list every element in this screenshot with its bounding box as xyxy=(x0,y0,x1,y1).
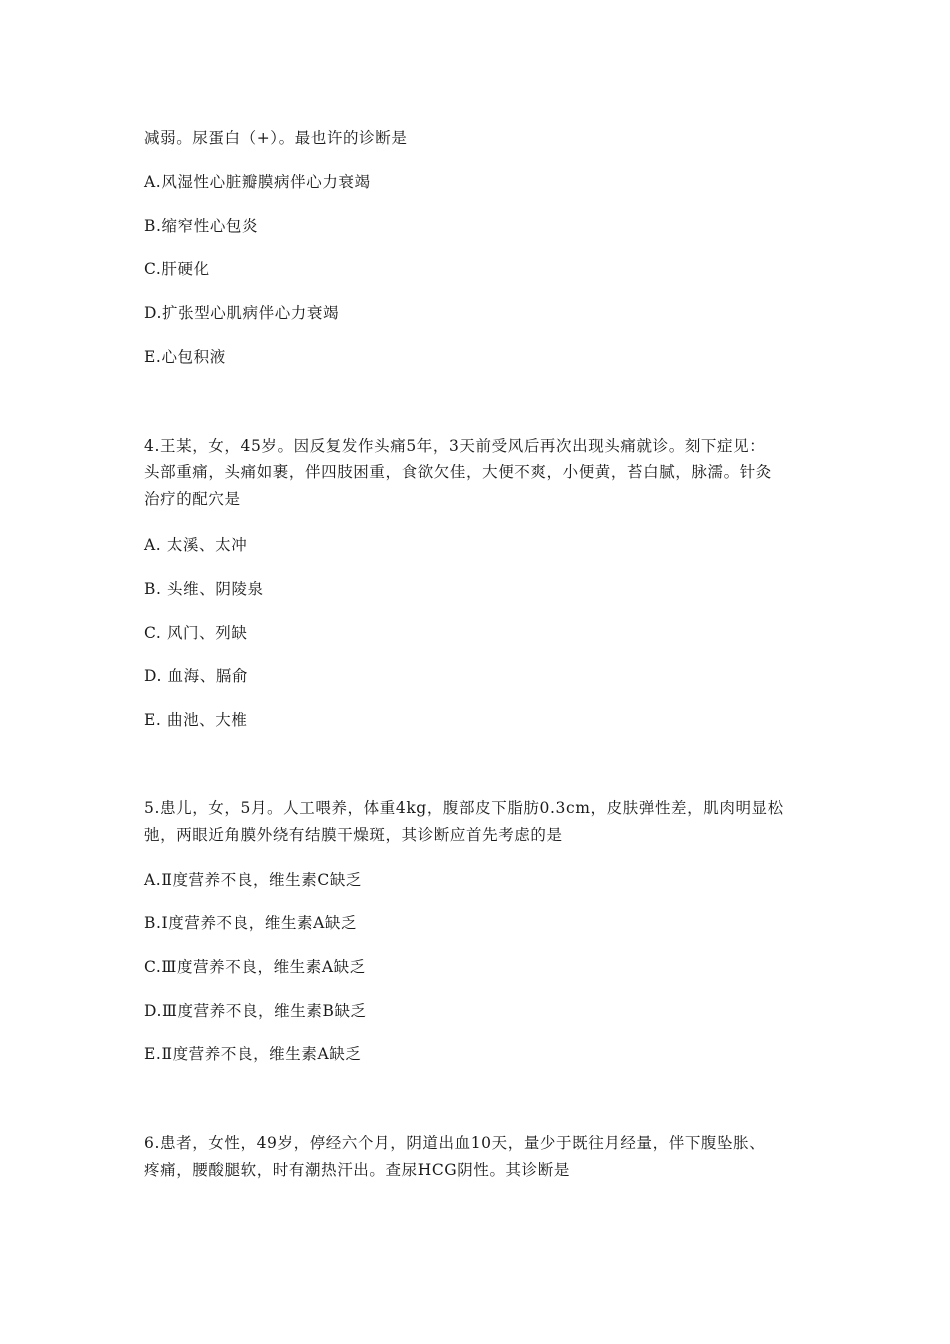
question-5-stem-line-2: 弛，两眼近角膜外绕有结膜干燥斑，其诊断应首先考虑的是 xyxy=(144,826,563,844)
question-5-option-a: A.Ⅱ度营养不良，维生素C缺乏 xyxy=(144,871,363,889)
question-4-option-b: B. 头维、阴陵泉 xyxy=(144,580,264,598)
question-3-option-e: E.心包积液 xyxy=(144,348,226,366)
question-4-stem-line-3: 治疗的配穴是 xyxy=(144,490,241,508)
question-3-option-c: C.肝硬化 xyxy=(144,260,210,278)
question-3-option-a: A.风湿性心脏瓣膜病伴心力衰竭 xyxy=(144,173,371,191)
question-3-stem: 减弱。尿蛋白（+）。最也许的诊断是 xyxy=(144,129,408,147)
question-5-option-e: E.Ⅱ度营养不良，维生素A缺乏 xyxy=(144,1045,362,1063)
question-5-option-b: B.Ⅰ度营养不良，维生素A缺乏 xyxy=(144,914,358,932)
question-4-option-c: C. 风门、列缺 xyxy=(144,624,248,642)
question-4-option-e: E. 曲池、大椎 xyxy=(144,711,248,729)
question-3-option-d: D.扩张型心肌病伴心力衰竭 xyxy=(144,304,340,322)
question-4-stem-line-2: 头部重痛，头痛如裹，伴四肢困重，食欲欠佳，大便不爽，小便黄，苔白腻，脉濡。针灸 xyxy=(144,463,772,481)
question-5-stem-line-1: 5.患儿，女，5月。人工喂养，体重4kg，腹部皮下脂肪0.3cm，皮肤弹性差，肌肉明显松 xyxy=(144,799,784,817)
question-5-option-d: D.Ⅲ度营养不良，维生素B缺乏 xyxy=(144,1002,367,1020)
question-4-option-d: D. 血海、膈俞 xyxy=(144,667,249,685)
question-3-option-b: B.缩窄性心包炎 xyxy=(144,217,259,235)
question-6-stem-line-2: 疼痛，腰酸腿软，时有潮热汗出。查尿HCG阴性。其诊断是 xyxy=(144,1161,570,1179)
question-6-stem-line-1: 6.患者，女性，49岁，停经六个月，阴道出血10天，量少于既往月经量，伴下腹坠胀、 xyxy=(144,1134,766,1152)
question-4-option-a: A. 太溪、太冲 xyxy=(144,536,248,554)
question-4-stem-line-1: 4.王某，女，45岁。因反复发作头痛5年，3天前受风后再次出现头痛就诊。刻下症见： xyxy=(144,437,766,455)
question-5-option-c: C.Ⅲ度营养不良，维生素A缺乏 xyxy=(144,958,366,976)
